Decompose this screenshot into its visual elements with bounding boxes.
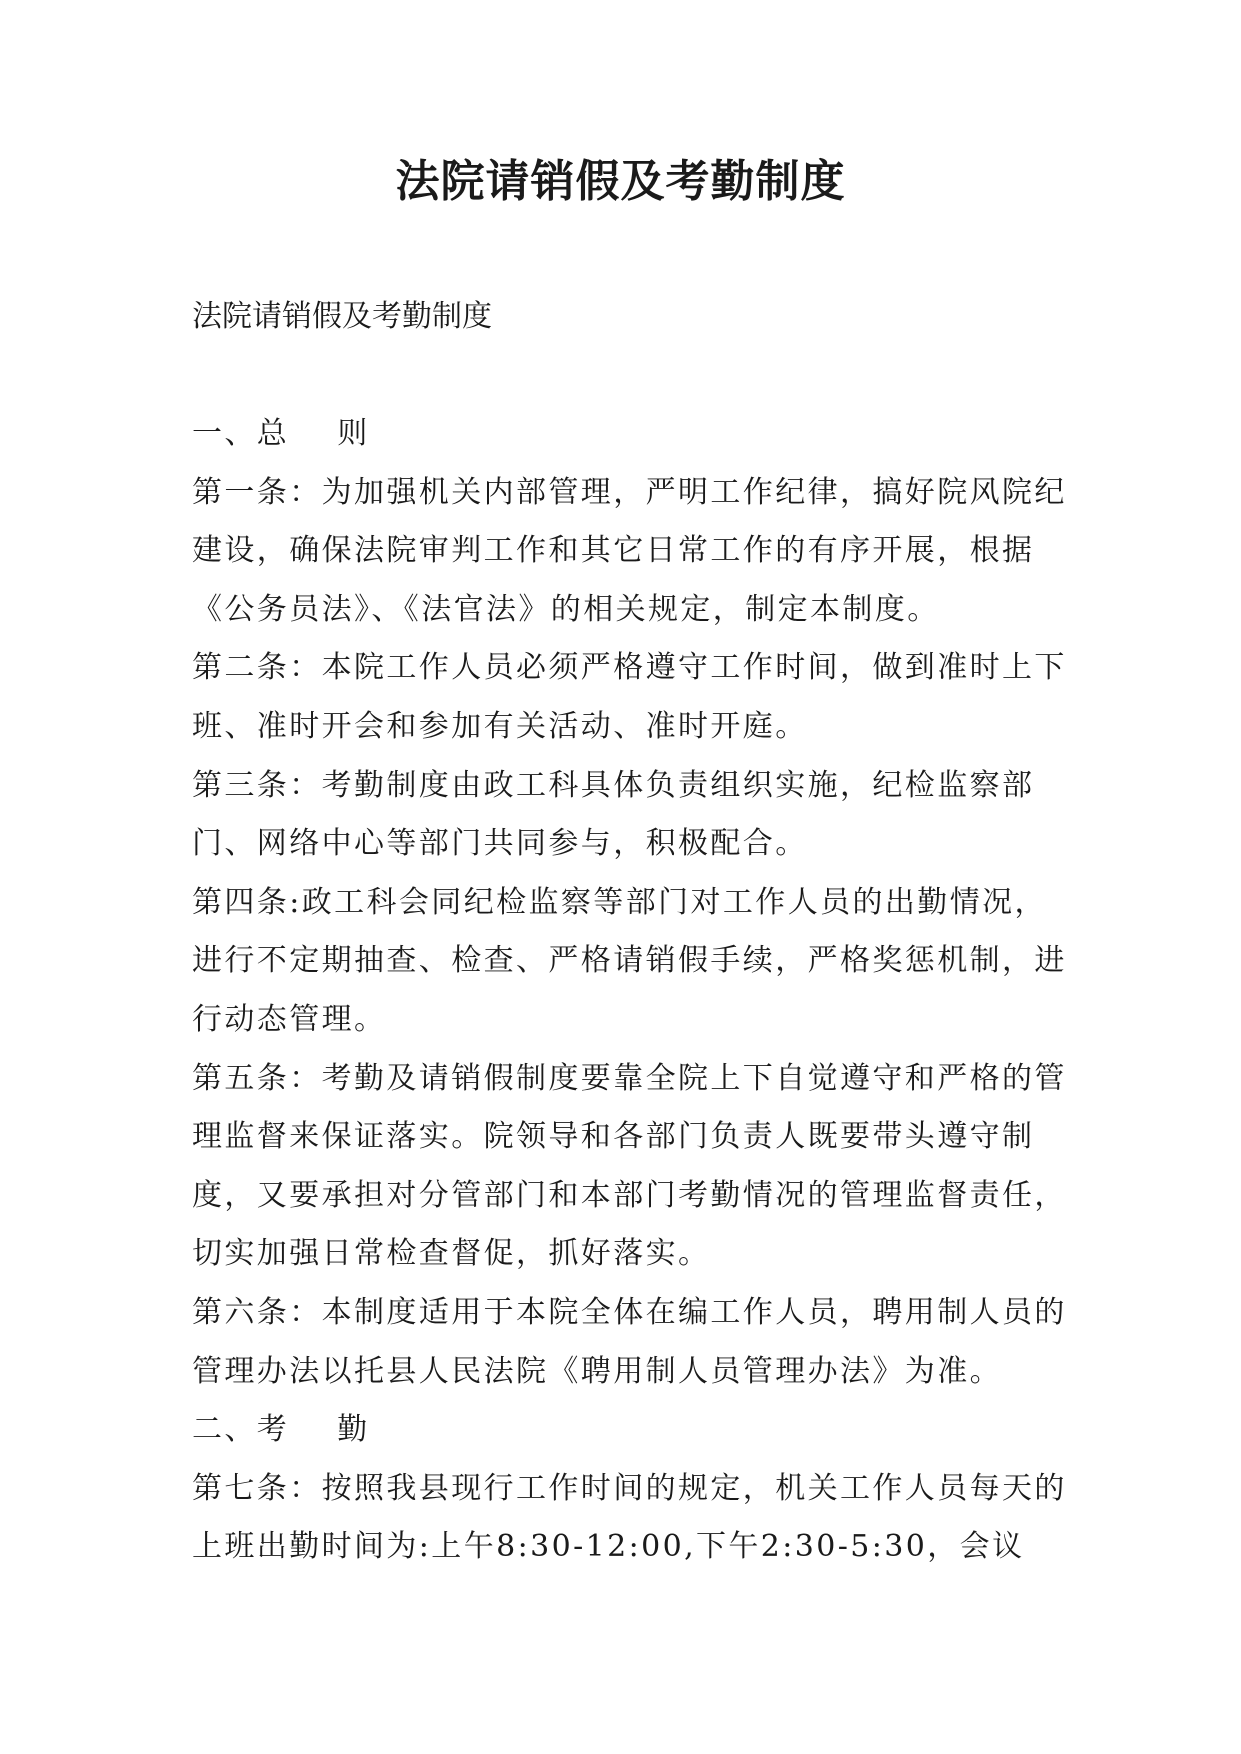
article-2: 第二条：本院工作人员必须严格遵守工作时间，做到准时上下班、准时开会和参加有关活动、准时开庭。: [192, 650, 1067, 744]
document-title: 法院请销假及考勤制度: [395, 156, 846, 207]
article-6: 第六条：本制度适用于本院全体在编工作人员，聘用制人员的管理办法以托县人民法院《聘用制人员管理办法》为准。: [192, 1294, 1067, 1389]
article-1: 第一条：为加强机关内部管理，严明工作纪律，搞好院风院纪建设，确保法院审判工作和其它日常工作的有序开展，根据《公务员法》、《法官法》的相关规定，制定本制度。: [192, 474, 1067, 627]
document-body: [192, 405, 1072, 1577]
section-heading-general-a: 一、总: [192, 416, 290, 451]
article-3: 第三条：考勤制度由政工科具体负责组织实施，纪检监察部门、网络中心等部门共同参与，积极配合。: [192, 767, 1035, 862]
section-heading-general: [192, 405, 1072, 464]
document-subtitle: 法院请销假及考勤制度: [192, 299, 492, 334]
article-5: 第五条：考勤及请销假制度要靠全院上下自觉遵守和严格的管理监督来保证落实。院领导和各部门负责人既要带头遵守制度，又要承担对分管部门和本部门考勤情况的管理监督责任，切实加强日常检查督促，抓好落实。: [192, 1060, 1067, 1272]
section-heading-attendance-a: 二、考: [192, 1412, 290, 1448]
section-heading-attendance-b: 勤: [337, 1412, 370, 1448]
section-heading-attendance: [192, 1401, 1072, 1460]
article-4: 第四条:政工科会同纪检监察等部门对工作人员的出勤情况，进行不定期抽查、检查、严格请销假手续，严格奖惩机制，进行动态管理。: [192, 884, 1067, 1037]
section-heading-general-b: 则: [337, 416, 370, 451]
article-7: 第七条：按照我县现行工作时间的规定，机关工作人员每天的上班出勤时间为:上午8:30-12:00,下午2:30-5:30，会议: [192, 1470, 1067, 1565]
